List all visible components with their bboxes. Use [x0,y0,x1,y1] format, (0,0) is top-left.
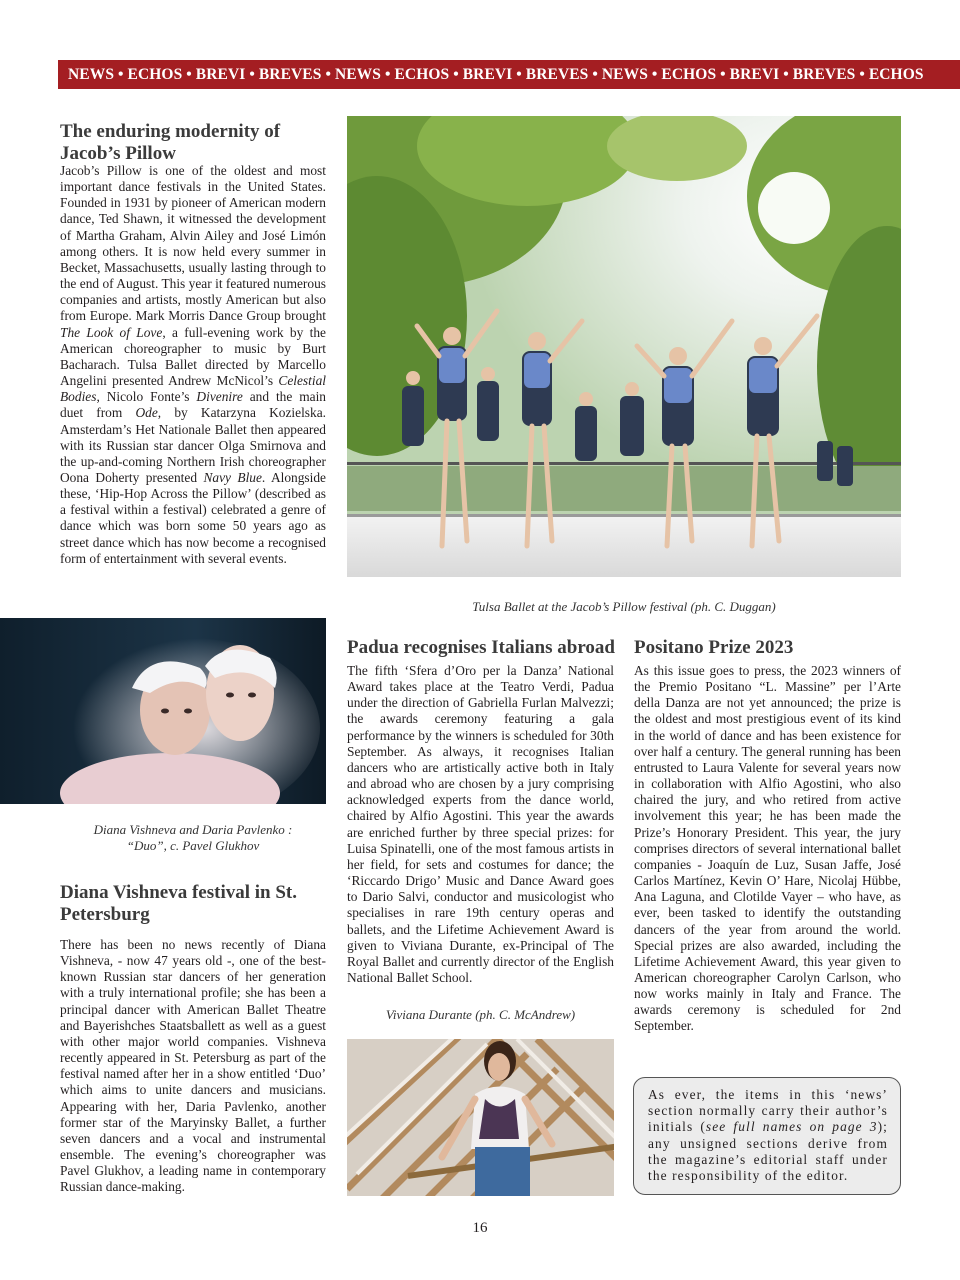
duo-caption-line2: “Duo”, c. Pavel Glukhov [126,838,260,853]
work-title: Ode [135,405,158,421]
positano-body: As this issue goes to press, the 2023 winners of the Premio Positano “L. Massine” per l’Arte della Danza are not yet announced; the prize is the oldest and most prestigious event of its kind in the world of dance and has been existence for over half a century. The general running has been entrusted to Laura Valente for several years now in collaboration with Alfio Agostini, who also chaired the jury, and who retired from active involvement this year; he has been made the Prize’s Honorary President. This year, the jury comprises directors of several international ballet companies - Joaquín de Luz, Susan Jaffe, José Carlos Martínez, Kevin O’ Hare, Nicolaj Hübbe, Ana Laguna, and Clotilde Vayer – who have, as ever, been tasked to identify the outstanding dancers of the year from around the world. Special prizes are also awarded, including the Lifetime Achievement Award, this year given to American choreographer Carolyn Carlson, who now works mainly in Italy and France. The awards ceremony is scheduled for 2nd September. [634,663,901,1034]
vishneva-title-line1: Diana Vishneva festival in St. [60,882,298,903]
page-number: 16 [472,1220,488,1236]
duo-caption-line1: Diana Vishneva and Daria Pavlenko : [93,822,293,837]
padua-body: The fifth ‘Sfera d’Oro per la Danza’ National Award takes place at the Teatro Verdi, Padua under the direction of Gabriella Furlan Malvezzi; the awards ceremony featuring a gala performance by the winners is scheduled for 30th September. As always, it recognises Italian dancers who are artistically active both in Italy and abroad who are chosen by a jury comprising acknowledged experts from the dance world, chaired by Alfio Agostini. This year the awards are enriched further by three special prizes: for Luisa Spinatelli, one of the most famous artists in her field, for sets and costumes for dance; the ‘Riccardo Drigo’ Music and Dance Award goes to Dario Salvi, conductor and musicologist who specialises in rare 19th century operas and ballets, and the Lifetime Achievement Award is given to Viviana Durante, ex-Principal of The Royal Ballet and currently director of the English National Ballet School. [347,663,614,985]
work-title: Celestial Bodies [60,373,326,405]
jacobs-pillow-title-line1: The enduring modernity of [60,121,281,142]
tulsa-ballet-caption: Tulsa Ballet at the Jacob’s Pillow festival (ph. C. Duggan) [472,599,776,614]
vishneva-title [60,882,340,926]
padua-title: Padua recognises Italians abroad [347,637,615,658]
work-title: Divenire [196,389,243,405]
tulsa-ballet-photo [347,116,901,577]
jacobs-pillow-body: Jacob’s Pillow is one of the oldest and most important dance festivals in the United States. Founded in 1931 by pioneer of American modern dance, Ted Shawn, it witnessed the development of Martha Graham, Alvin Ailey and José Limón among others. It is now held every summer in Becket, Massachusetts, usually lasting through to the end of August. This year it featured numerous companies and artists, mostly American but also from Europe. Mark Morris Dance Group brought The Look of Love, a full-evening work by the American choreographer to music by Burt Bacharach. Tulsa Ballet directed by Marcello Angelini presented Andrew McNicol’s Celestial Bodies, Nicolo Fonte’s Divenire and the main duet from Ode, by Katarzyna Kozielska. Amsterdam’s Het Nationale Ballet then appeared with its Russian star dancer Olga Smirnova and the up-and-coming Northern Irish choreographer Oona Doherty presented Navy Blue. Alongside these, ‘Hip-Hop Across the Pillow’ (described as a festival within a festival) celebrated a genre of dance which was born some 50 years ago as street dance which has now become a recognised form of entertainment with several events. [60,163,327,566]
duo-caption [60,822,326,854]
viviana-durante-photo [347,1039,614,1196]
page-reference: see full names on page 3 [705,1119,878,1135]
durante-caption: Viviana Durante (ph. C. McAndrew) [385,1007,576,1022]
vishneva-pavlenko-photo [0,618,326,804]
vishneva-body: There has been no news recently of Diana Vishneva, - now 47 years old -, one of the best-known Russian star dancers of her generation with a truly international profile; she has been a principal dancer with American Ballet Theatre and Bayerishches Staatsballett as well as a guest with other major world companies. Vishneva recently appeared in St. Petersburg as part of the festival named after her in a show entitled ‘Duo’ which aims to unite dancers and musicians. Appearing with her, Daria Pavlenko, another former star of the Maryinsky Ballet, a further seven dancers and a vocal and instrumental ensemble. The evening’s choreographer was Pavel Glukhov, a leading name in contemporary Russian dance-making. [60,937,326,1195]
work-title: Navy Blue [203,469,262,485]
jacobs-pillow-title [60,121,340,165]
section-banner: NEWS • ECHOS • BREVI • BREVES • NEWS • ECHOS • BREVI • BREVES • NEWS • ECHOS • BREVI • BREVES • ECHOS [58,60,960,89]
vishneva-title-line2: Petersburg [60,904,150,925]
jacobs-pillow-title-line2: Jacob’s Pillow [60,143,176,164]
positano-title: Positano Prize 2023 [634,637,794,658]
editorial-note: As ever, the items in this ‘news’ section normally carry their author’s initials (see full names on page 3); any unsigned sections derive from the magazine’s editorial staff under the responsibility of the editor. [633,1077,901,1195]
work-title: The Look of Love [60,324,163,340]
